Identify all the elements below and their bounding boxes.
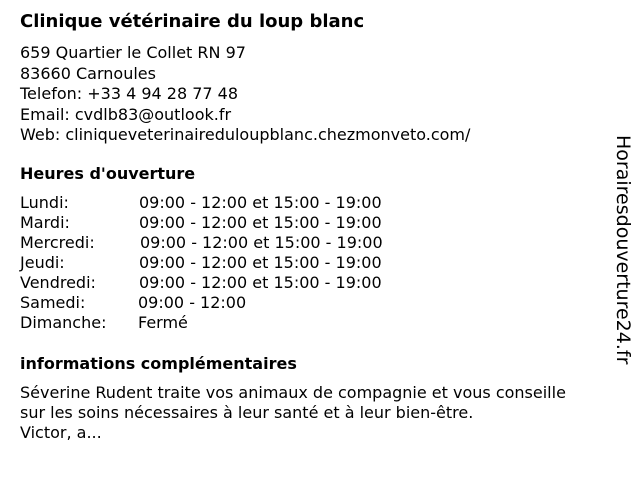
address-street: 659 Quartier le Collet RN 97 xyxy=(20,43,246,62)
day-label: Dimanche: xyxy=(20,313,107,332)
day-hours: 09:00 - 12:00 et 15:00 - 19:00 xyxy=(139,213,382,232)
phone: Telefon: +33 4 94 28 77 48 xyxy=(20,84,239,103)
watermark xyxy=(612,135,634,367)
clinic-name: Clinique vétérinaire du loup blanc xyxy=(20,11,365,32)
day-label: Mardi: xyxy=(20,213,70,232)
info-line: Séverine Rudent traite vos animaux de compagnie et vous conseille xyxy=(20,383,566,402)
day-hours: 09:00 - 12:00 et 15:00 - 19:00 xyxy=(140,233,383,252)
day-label: Jeudi: xyxy=(20,253,65,272)
day-label: Mercredi: xyxy=(20,233,95,252)
day-hours: 09:00 - 12:00 xyxy=(138,293,247,312)
day-hours: 09:00 - 12:00 et 15:00 - 19:00 xyxy=(139,193,382,212)
info-text xyxy=(20,383,566,443)
website: Web: cliniqueveterinaireduloupblanc.chezmonveto.com/ xyxy=(20,125,471,144)
email: Email: cvdlb83@outlook.fr xyxy=(20,104,232,124)
info-heading: informations complémentaires xyxy=(20,354,297,373)
watermark-text: Horairesdouverture24.fr xyxy=(612,135,634,365)
day-label: Lundi: xyxy=(20,193,69,212)
hours-heading: Heures d'ouverture xyxy=(20,164,196,183)
day-hours: 09:00 - 12:00 et 15:00 - 19:00 xyxy=(139,253,382,272)
info-line: Victor, a... xyxy=(20,423,102,442)
info-line: sur les soins nécessaires à leur santé et à leur bien-être. xyxy=(20,403,474,422)
day-hours: 09:00 - 12:00 et 15:00 - 19:00 xyxy=(139,273,382,292)
contact-block xyxy=(20,43,470,146)
day-hours: Fermé xyxy=(138,313,188,332)
address-city: 83660 Carnoules xyxy=(20,63,156,83)
day-label: Samedi: xyxy=(20,293,86,312)
day-label: Vendredi: xyxy=(20,273,96,292)
